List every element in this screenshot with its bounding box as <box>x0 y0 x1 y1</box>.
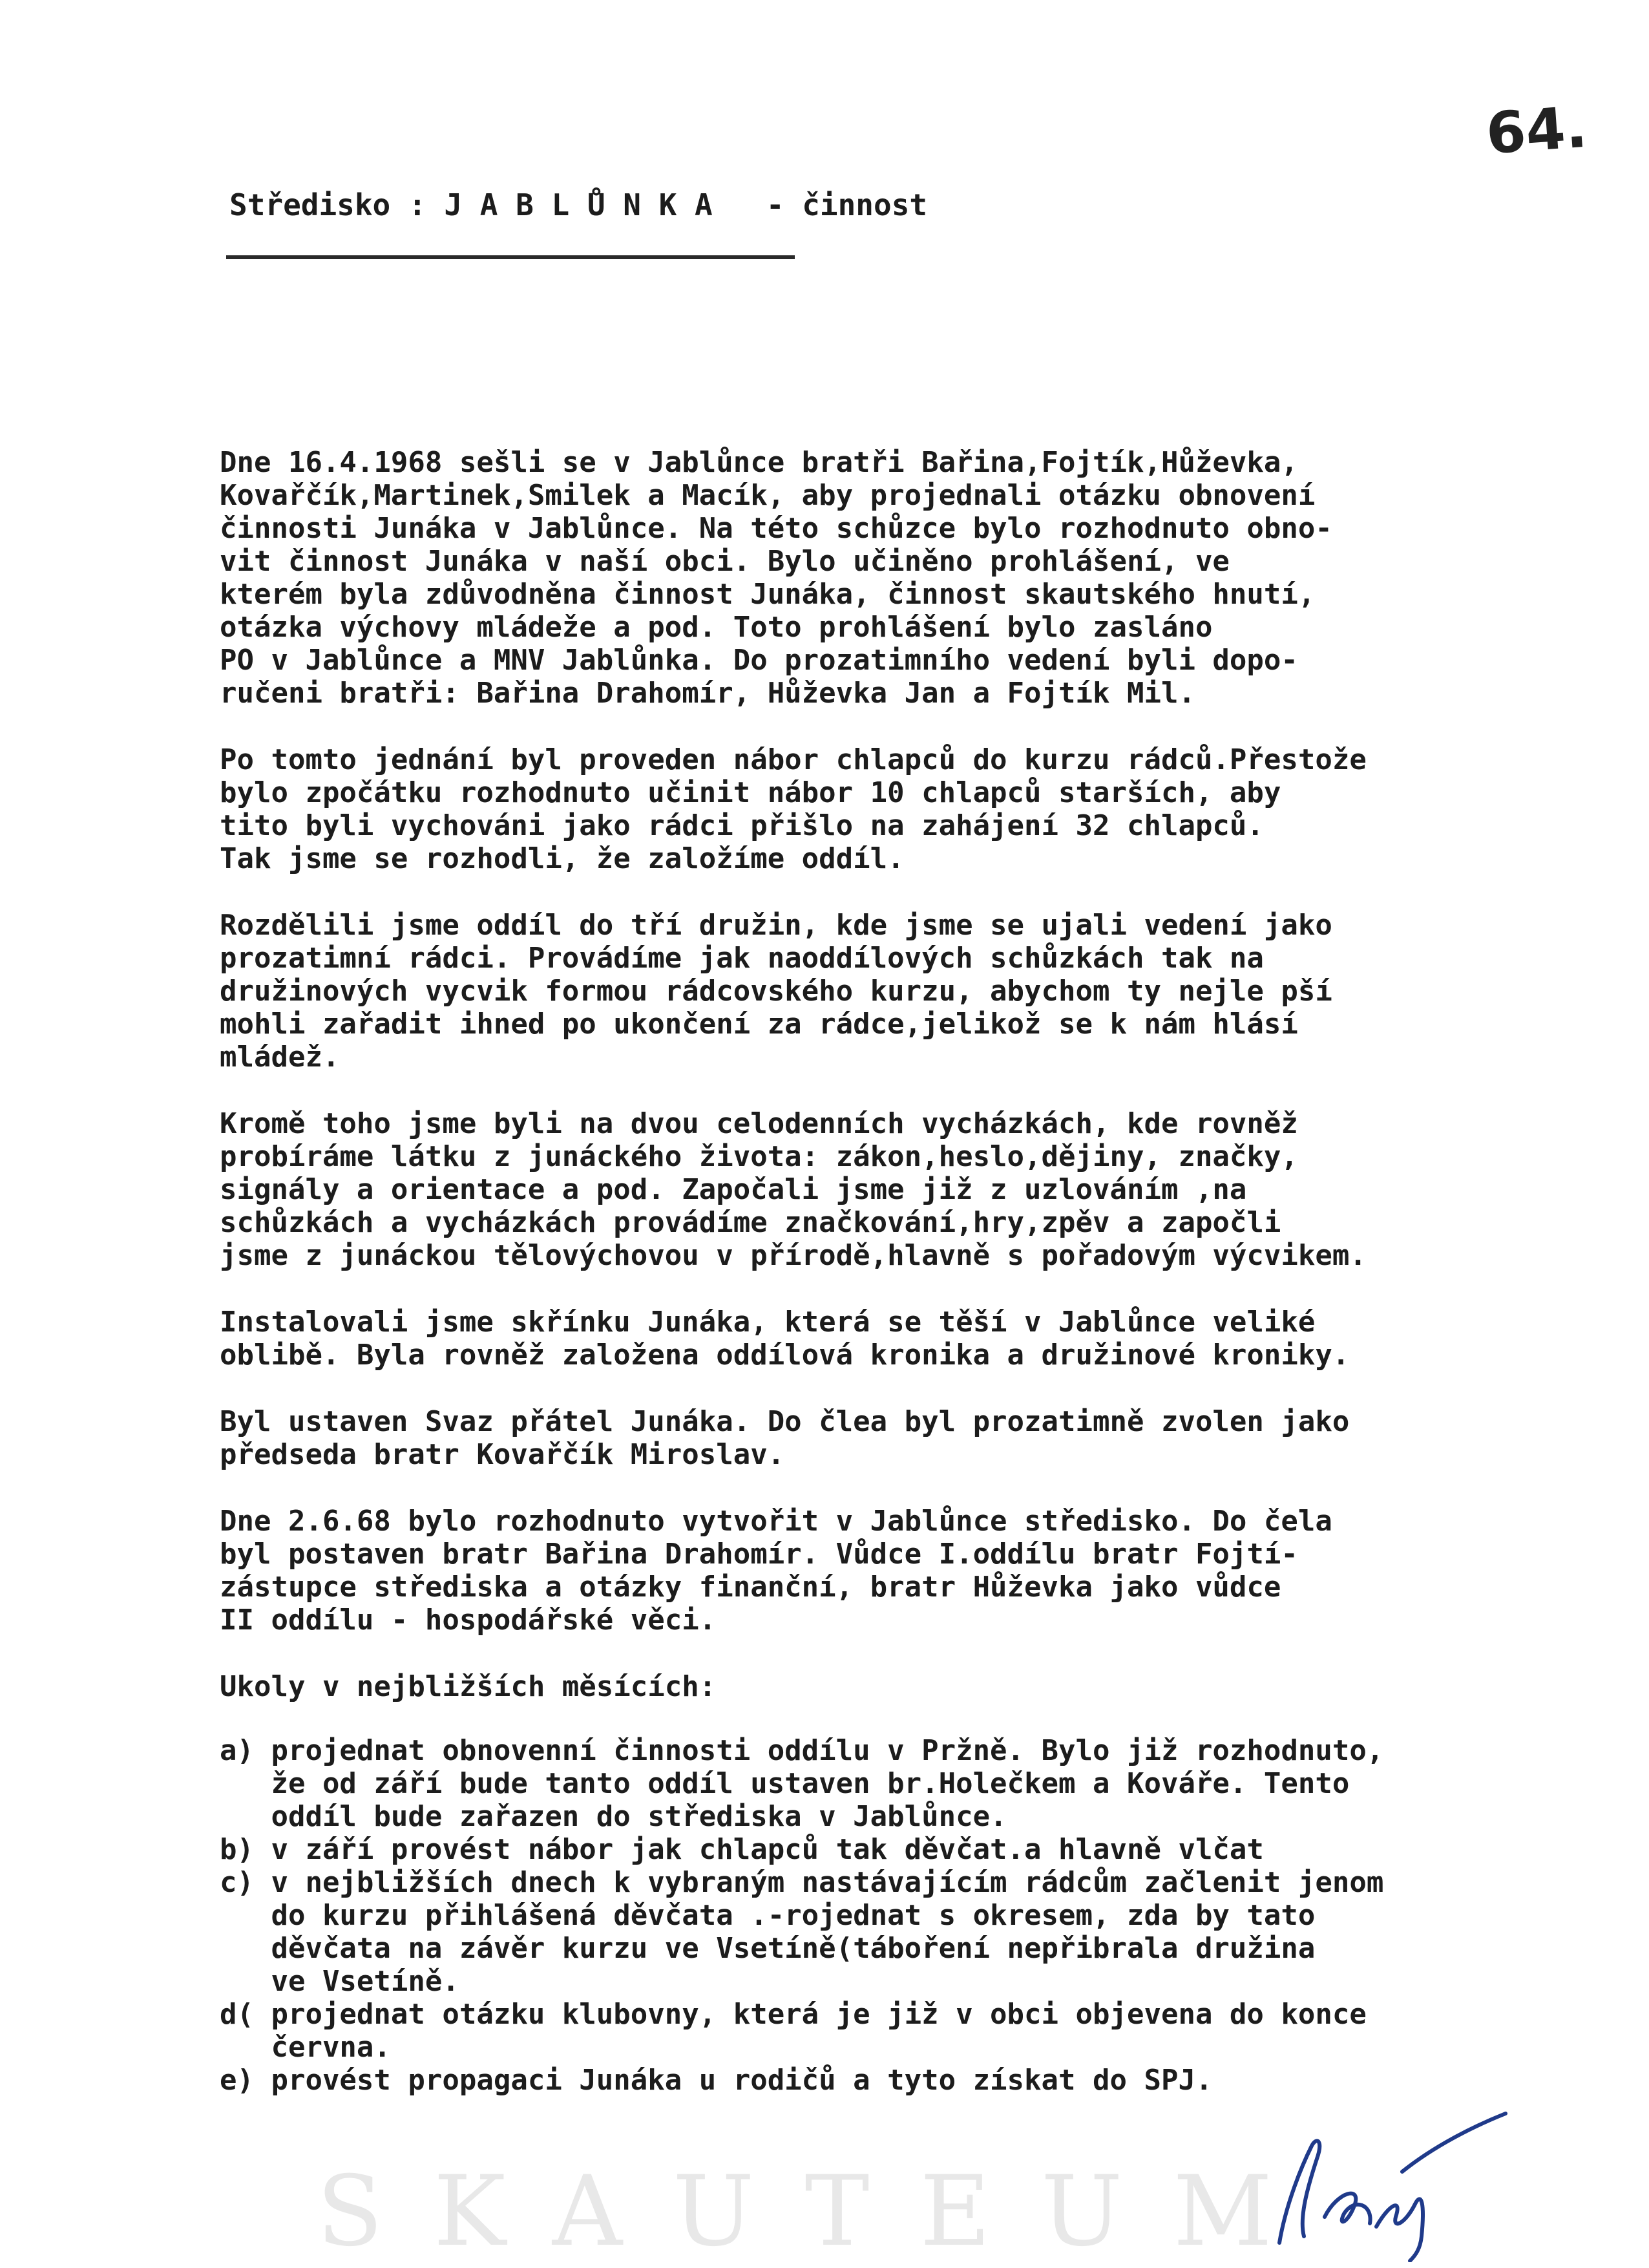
task-line: c) v nejbližších dnech k vybraným nastávajícím rádcům začlenit jenom <box>220 1866 1384 1899</box>
task-line: děvčata na závěr kurzu ve Vsetíně(táboření nepřibrala družina <box>220 1932 1316 1965</box>
text-line: otázka výchovy mládeže a pod. Toto prohlášení bylo zasláno <box>220 611 1213 644</box>
text-line: mládež. <box>220 1041 340 1074</box>
text-line: Instalovali jsme skřínku Junáka, která se těší v Jablůnce veliké <box>220 1306 1316 1339</box>
task-line: že od září bude tanto oddíl ustaven br.Holečkem a Kováře. Tento <box>220 1767 1350 1800</box>
task-line: oddíl bude zařazen do střediska v Jablůnce. <box>220 1800 1007 1833</box>
text-line: Rozdělili jsme oddíl do tří družin, kde jsme se ujali vedení jako <box>220 909 1332 942</box>
paragraph <box>220 1505 1551 1637</box>
text-line: Dne 16.4.1968 sešli se v Jablůnce bratři Bařina,Fojtík,Hůževka, <box>220 446 1298 479</box>
task-line: do kurzu přihlášená děvčata .-rojednat s okresem, zda by tato <box>220 1899 1316 1932</box>
text-line: Tak jsme se rozhodli, že založíme oddíl. <box>220 842 905 875</box>
text-line: Kromě toho jsme byli na dvou celodenních vycházkách, kde rovněž <box>220 1107 1298 1140</box>
text-line: Po tomto jednání byl proveden nábor chlapců do kurzu rádců.Přestože <box>220 743 1367 776</box>
tasks-list <box>220 1734 1551 2097</box>
text-line: kterém byla zdůvodněna činnost Junáka, činnost skautského hnutí, <box>220 578 1316 611</box>
text-line: probíráme látku z junáckého života: zákon,heslo,dějiny, značky, <box>220 1140 1298 1173</box>
document-body <box>220 446 1551 2097</box>
paragraph <box>220 1405 1551 1471</box>
text-line: družinových vycvik formou rádcovského kurzu, abychom ty nejle pší <box>220 975 1332 1008</box>
text-line: bylo zpočátku rozhodnuto učinit nábor 10 chlapců starších, aby <box>220 776 1281 809</box>
text-line: PO v Jablůnce a MNV Jablůnka. Do prozatimního vedení byli dopo- <box>220 644 1298 677</box>
document-heading: Středisko : J A B L Ů N K A - činnost <box>229 187 928 222</box>
text-line: předseda bratr Kovařčík Miroslav. <box>220 1438 785 1471</box>
text-line: tito byli vychováni jako rádci přišlo na zahájení 32 chlapců. <box>220 809 1264 842</box>
text-line: signály a orientace a pod. Započali jsme již z uzlováním ,na <box>220 1173 1247 1206</box>
text-line: Byl ustaven Svaz přátel Junáka. Do člea byl prozatimně zvolen jako <box>220 1405 1350 1438</box>
task-line: a) projednat obnovenní činnosti oddílu v Pržně. Bylo již rozhodnuto, <box>220 1734 1384 1767</box>
text-line: zástupce střediska a otázky finanční, bratr Hůževka jako vůdce <box>220 1571 1281 1604</box>
paragraph <box>220 909 1551 1074</box>
text-line: ručeni bratři: Bařina Drahomír, Hůževka Jan a Fojtík Mil. <box>220 677 1195 710</box>
tasks-heading: Ukoly v nejbližších měsících: <box>220 1670 717 1703</box>
text-line: mohli zařadit ihned po ukončení za rádce,jelikož se k nám hlásí <box>220 1008 1298 1041</box>
watermark: SKAUTEUM <box>317 2156 1323 2268</box>
heading-underline <box>226 255 795 259</box>
paragraph <box>220 743 1551 875</box>
text-line: Dne 2.6.68 bylo rozhodnuto vytvořit v Jablůnce středisko. Do čela <box>220 1505 1332 1538</box>
task-line: června. <box>220 2031 391 2064</box>
task-line: d( projednat otázku klubovny, která je již v obci objevena do konce <box>220 1998 1367 2031</box>
text-line: Kovařčík,Martinek,Smilek a Macík, aby projednali otázku obnovení <box>220 479 1316 512</box>
text-line: činnosti Junáka v Jablůnce. Na této schůzce bylo rozhodnuto obno- <box>220 512 1332 545</box>
text-line: vit činnost Junáka v naší obci. Bylo učiněno prohlášení, ve <box>220 545 1230 578</box>
text-line: prozatimní rádci. Provádíme jak naoddílových schůzkách tak na <box>220 942 1264 975</box>
paragraph <box>220 1306 1551 1372</box>
page-number: 64. <box>1484 93 1590 167</box>
text-line: jsme z junáckou tělovýchovou v přírodě,hlavně s pořadovým výcvikem. <box>220 1239 1367 1272</box>
text-line: byl postaven bratr Bařina Drahomír. Vůdce I.oddílu bratr Fojtí- <box>220 1538 1298 1571</box>
text-line: schůzkách a vycházkách provádíme značkování,hry,zpěv a započli <box>220 1206 1281 1239</box>
text-line: oblibě. Byla rovněž založena oddílová kronika a družinové kroniky. <box>220 1339 1350 1372</box>
paragraph <box>220 1107 1551 1272</box>
task-line: b) v září provést nábor jak chlapců tak děvčat.a hlavně vlčat <box>220 1833 1264 1866</box>
paragraph <box>220 446 1551 710</box>
task-line: e) provést propagaci Junáka u rodičů a tyto získat do SPJ. <box>220 2064 1213 2097</box>
paragraphs <box>220 446 1551 1637</box>
text-line: II oddílu - hospodářské věci. <box>220 1604 717 1637</box>
task-line: ve Vsetíně. <box>220 1965 459 1998</box>
signature-image <box>1241 2107 1512 2262</box>
